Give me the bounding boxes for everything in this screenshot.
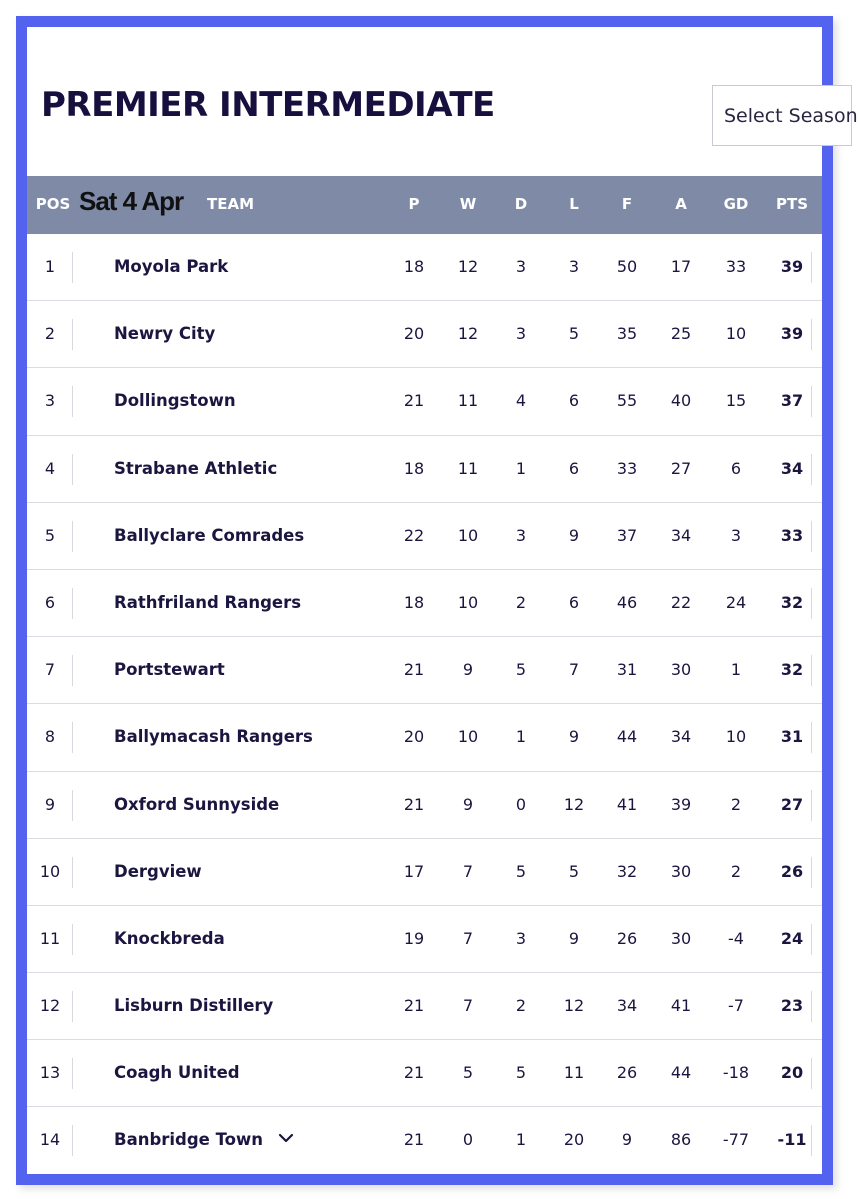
lost-cell: 6: [568, 458, 580, 478]
divider: [72, 1125, 73, 1156]
goal-difference-cell: -18: [722, 1063, 750, 1083]
drawn-cell: 1: [515, 727, 527, 747]
table-row[interactable]: [27, 503, 822, 570]
divider: [811, 655, 812, 686]
points-cell: 24: [780, 928, 804, 948]
position-cell: 4: [44, 458, 56, 478]
against-cell: 17: [670, 257, 692, 276]
divider: [72, 991, 73, 1022]
lost-cell: 12: [563, 794, 585, 814]
played-cell: 21: [403, 1063, 425, 1083]
against-cell: 86: [670, 1130, 692, 1150]
goal-difference-cell: 10: [725, 727, 747, 747]
divider: [72, 319, 73, 350]
for-cell: 26: [616, 1063, 638, 1083]
for-cell: 46: [616, 592, 638, 612]
table-row[interactable]: [27, 1040, 822, 1107]
table-row[interactable]: [27, 637, 822, 704]
team-name-link[interactable]: Portstewart: [114, 660, 225, 680]
position-cell: 14: [39, 1130, 61, 1150]
drawn-cell: 0: [515, 794, 527, 814]
goal-difference-cell: 15: [725, 391, 747, 411]
position-cell: 1: [44, 257, 56, 276]
position-cell: 2: [44, 324, 56, 344]
drawn-cell: 5: [515, 1063, 527, 1083]
team-name-link[interactable]: Dollingstown: [114, 391, 236, 411]
points-cell: 39: [780, 257, 804, 276]
divider: [72, 722, 73, 753]
played-cell: 18: [403, 458, 425, 478]
played-cell: 22: [403, 525, 425, 545]
position-cell: 13: [39, 1063, 61, 1083]
played-cell: 18: [403, 592, 425, 612]
for-cell: 37: [616, 525, 638, 545]
for-cell: 33: [616, 458, 638, 478]
col-header-lost[interactable]: L: [569, 195, 579, 213]
goal-difference-cell: 3: [730, 525, 742, 545]
played-cell: 21: [403, 996, 425, 1016]
won-cell: 9: [462, 660, 474, 680]
points-cell: 32: [780, 592, 804, 612]
standings-rows: [27, 234, 822, 1175]
played-cell: 21: [403, 794, 425, 814]
goal-difference-cell: -4: [728, 928, 744, 948]
divider: [811, 454, 812, 485]
table-row[interactable]: [27, 704, 822, 771]
table-row[interactable]: [27, 839, 822, 906]
team-name-link[interactable]: Rathfriland Rangers: [114, 592, 302, 612]
divider: [811, 924, 812, 955]
points-cell: 37: [780, 391, 804, 411]
table-row[interactable]: [27, 906, 822, 973]
played-cell: 17: [403, 861, 425, 881]
goal-difference-cell: 1: [730, 660, 742, 680]
drawn-cell: 1: [515, 458, 527, 478]
for-cell: 44: [616, 727, 638, 747]
divider: [811, 319, 812, 350]
table-row[interactable]: [27, 1107, 822, 1174]
points-cell: 34: [780, 458, 804, 478]
drawn-cell: 3: [515, 257, 527, 276]
lost-cell: 9: [568, 525, 580, 545]
drawn-cell: 3: [515, 928, 527, 948]
position-cell: 3: [44, 391, 56, 411]
col-header-drawn[interactable]: D: [514, 195, 528, 213]
drawn-cell: 3: [515, 525, 527, 545]
for-cell: 41: [616, 794, 638, 814]
col-header-for[interactable]: F: [621, 195, 633, 213]
points-cell: 33: [780, 525, 804, 545]
team-name-link[interactable]: Ballyclare Comrades: [114, 525, 305, 545]
against-cell: 27: [670, 458, 692, 478]
col-header-played[interactable]: P: [408, 195, 420, 213]
team-name-link[interactable]: Knockbreda: [114, 928, 225, 948]
lost-cell: 9: [568, 928, 580, 948]
team-name-link[interactable]: Banbridge Town: [114, 1130, 264, 1150]
position-cell: 9: [44, 794, 56, 814]
divider: [72, 857, 73, 888]
against-cell: 30: [670, 861, 692, 881]
for-cell: 50: [616, 257, 638, 276]
divider: [72, 1058, 73, 1089]
season-select[interactable]: Select Season: [712, 85, 852, 146]
chevron-down-icon[interactable]: [277, 1129, 295, 1147]
drawn-cell: 1: [515, 1130, 527, 1150]
lost-cell: 11: [563, 1063, 585, 1083]
divider: [72, 386, 73, 417]
col-header-against[interactable]: A: [675, 195, 687, 213]
divider: [811, 252, 812, 283]
against-cell: 34: [670, 525, 692, 545]
against-cell: 41: [670, 996, 692, 1016]
drawn-cell: 2: [515, 996, 527, 1016]
position-cell: 8: [44, 727, 56, 747]
divider: [72, 521, 73, 552]
position-cell: 10: [39, 861, 61, 881]
lost-cell: 9: [568, 727, 580, 747]
lost-cell: 6: [568, 592, 580, 612]
table-row[interactable]: [27, 436, 822, 503]
position-cell: 12: [39, 996, 61, 1016]
divider: [811, 857, 812, 888]
col-header-points[interactable]: PTS: [775, 195, 809, 213]
team-name-link[interactable]: Oxford Sunnyside: [114, 794, 280, 814]
col-header-team[interactable]: TEAM: [207, 195, 255, 213]
lost-cell: 6: [568, 391, 580, 411]
won-cell: 11: [457, 458, 479, 478]
won-cell: 10: [457, 525, 479, 545]
divider: [72, 454, 73, 485]
team-name-link[interactable]: Moyola Park: [114, 257, 229, 276]
date-stamp: Sat 4 Apr: [79, 186, 184, 216]
played-cell: 21: [403, 391, 425, 411]
goal-difference-cell: 33: [725, 257, 747, 276]
lost-cell: 3: [568, 257, 580, 276]
drawn-cell: 5: [515, 660, 527, 680]
position-cell: 11: [39, 928, 61, 948]
played-cell: 21: [403, 660, 425, 680]
team-name-link[interactable]: Dergview: [114, 861, 202, 881]
points-cell: 27: [780, 794, 804, 814]
for-cell: 55: [616, 391, 638, 411]
won-cell: 7: [462, 861, 474, 881]
against-cell: 34: [670, 727, 692, 747]
lost-cell: 12: [563, 996, 585, 1016]
table-row[interactable]: [27, 234, 822, 301]
team-name-link[interactable]: Strabane Athletic: [114, 458, 278, 478]
against-cell: 39: [670, 794, 692, 814]
won-cell: 5: [462, 1063, 474, 1083]
col-header-pos[interactable]: POS: [35, 195, 71, 213]
position-cell: 5: [44, 525, 56, 545]
won-cell: 12: [457, 257, 479, 276]
table-row[interactable]: [27, 973, 822, 1040]
col-header-goal-difference[interactable]: GD: [723, 195, 749, 213]
points-cell: 31: [780, 727, 804, 747]
lost-cell: 7: [568, 660, 580, 680]
team-name-link[interactable]: Ballymacash Rangers: [114, 727, 313, 747]
standings-panel: [16, 16, 858, 1185]
divider: [72, 790, 73, 821]
for-cell: 9: [621, 1130, 633, 1150]
points-cell: -11: [777, 1130, 807, 1150]
against-cell: 44: [670, 1063, 692, 1083]
points-cell: 26: [780, 861, 804, 881]
divider: [811, 1125, 812, 1156]
for-cell: 31: [616, 660, 638, 680]
team-name-link[interactable]: Newry City: [114, 324, 216, 344]
header: [27, 27, 858, 176]
goal-difference-cell: 6: [730, 458, 742, 478]
team-name-link[interactable]: Coagh United: [114, 1063, 240, 1083]
for-cell: 35: [616, 324, 638, 344]
won-cell: 7: [462, 996, 474, 1016]
points-cell: 23: [780, 996, 804, 1016]
goal-difference-cell: 24: [725, 592, 747, 612]
played-cell: 20: [403, 727, 425, 747]
team-name-link[interactable]: Lisburn Distillery: [114, 996, 274, 1016]
position-cell: 7: [44, 660, 56, 680]
divider: [72, 252, 73, 283]
position-cell: 6: [44, 592, 56, 612]
divider: [811, 1058, 812, 1089]
lost-cell: 5: [568, 324, 580, 344]
against-cell: 30: [670, 660, 692, 680]
table-row[interactable]: [27, 772, 822, 839]
drawn-cell: 5: [515, 861, 527, 881]
won-cell: 0: [462, 1130, 474, 1150]
played-cell: 21: [403, 1130, 425, 1150]
drawn-cell: 2: [515, 592, 527, 612]
divider: [72, 655, 73, 686]
divider: [72, 924, 73, 955]
divider: [811, 991, 812, 1022]
against-cell: 22: [670, 592, 692, 612]
drawn-cell: 4: [515, 391, 527, 411]
goal-difference-cell: -7: [728, 996, 744, 1016]
divider: [811, 386, 812, 417]
won-cell: 9: [462, 794, 474, 814]
for-cell: 34: [616, 996, 638, 1016]
divider: [72, 588, 73, 619]
lost-cell: 5: [568, 861, 580, 881]
won-cell: 11: [457, 391, 479, 411]
goal-difference-cell: 2: [730, 861, 742, 881]
goal-difference-cell: 2: [730, 794, 742, 814]
drawn-cell: 3: [515, 324, 527, 344]
against-cell: 30: [670, 928, 692, 948]
played-cell: 20: [403, 324, 425, 344]
divider: [811, 790, 812, 821]
divider: [811, 521, 812, 552]
for-cell: 26: [616, 928, 638, 948]
points-cell: 20: [780, 1063, 804, 1083]
table-row[interactable]: [27, 301, 822, 368]
page-title: PREMIER INTERMEDIATE: [41, 85, 495, 125]
against-cell: 25: [670, 324, 692, 344]
won-cell: 10: [457, 727, 479, 747]
won-cell: 12: [457, 324, 479, 344]
won-cell: 7: [462, 928, 474, 948]
lost-cell: 20: [563, 1130, 585, 1150]
col-header-won[interactable]: W: [459, 195, 477, 213]
table-header: [27, 176, 822, 234]
played-cell: 19: [403, 928, 425, 948]
goal-difference-cell: -77: [722, 1130, 750, 1150]
against-cell: 40: [670, 391, 692, 411]
for-cell: 32: [616, 861, 638, 881]
played-cell: 18: [403, 257, 425, 276]
table-row[interactable]: [27, 368, 822, 435]
points-cell: 39: [780, 324, 804, 344]
divider: [811, 722, 812, 753]
won-cell: 10: [457, 592, 479, 612]
divider: [811, 588, 812, 619]
table-row[interactable]: [27, 570, 822, 637]
goal-difference-cell: 10: [725, 324, 747, 344]
points-cell: 32: [780, 660, 804, 680]
